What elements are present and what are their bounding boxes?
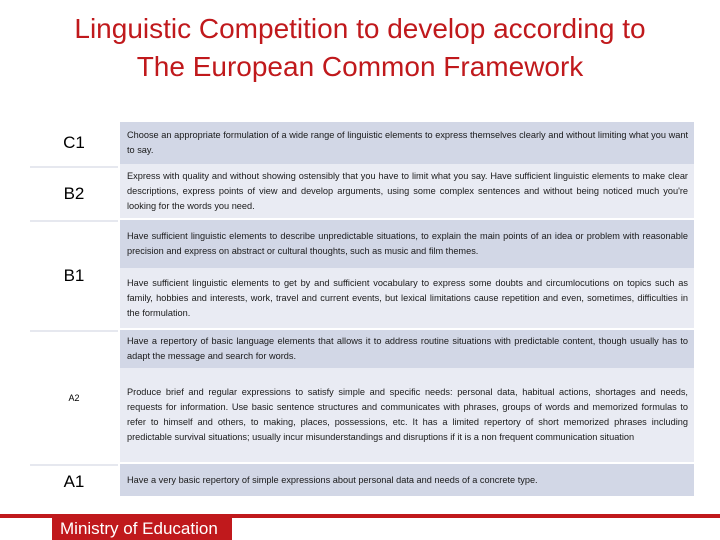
- description-text-a1: Have a very basic repertory of simple expressions about personal data and needs of a concrete type.: [127, 474, 538, 485]
- level-a2: A2: [30, 330, 118, 464]
- description-row-a1: [120, 464, 694, 496]
- description-row-b1-2: [120, 268, 694, 328]
- description-row-c1: [120, 122, 694, 164]
- description-row-a2-2: [120, 368, 694, 462]
- title-line-1: Linguistic Competition to develop according to: [74, 13, 646, 44]
- description-row-a2-1: [120, 330, 694, 368]
- description-row-b1-1: [120, 220, 694, 268]
- title-line-2: The European Common Framework: [136, 51, 584, 82]
- description-row-b2: [120, 164, 694, 218]
- description-text-a2-1: Have a repertory of basic language elements that allows it to address routine situations with predictable content, though usually has to adapt the message and search for words.: [127, 336, 688, 361]
- description-text-c1: Choose an appropriate formulation of a wide range of linguistic elements to express themselves clearly and without limiting what you want to say.: [127, 130, 688, 155]
- level-b1: B1: [30, 220, 118, 330]
- description-text-a2-2: Produce brief and regular expressions to satisfy simple and specific needs: personal data, habitual actions, shortages and needs, requests for information. Use basic sentence structures and communicates with phrases, groups of words and memorized formulas to refer to himself and others, to making, places, possessions, etc. It has a limited repertory of short memorized phrases including predictable survival situations; usually incur misunderstandings and disruptions if it is a non frequent communication situation: [127, 387, 688, 442]
- description-text-b1-2: Have sufficient linguistic elements to get by and sufficient vocabulary to express some doubts and circumlocutions on topics such as family, hobbies and interests, work, travel and current events, but lexical limitations cause repetition and even, sometimes, difficulties in the formulation.: [127, 277, 688, 318]
- footer-label: Ministry of Education: [52, 518, 232, 540]
- description-text-b1-1: Have sufficient linguistic elements to describe unpredictable situations, to explain the main points of an idea or problem with reasonable precision and express on abstract or cultural thoughts, such as music and film themes.: [127, 231, 688, 256]
- level-a1: A1: [30, 464, 118, 498]
- level-b2: B2: [30, 166, 118, 220]
- slide-title: [0, 10, 720, 86]
- level-c1: C1: [30, 122, 118, 164]
- description-text-b2: Express with quality and without showing ostensibly that you have to limit what you say. Have sufficient linguistic elements to make clear descriptions, express points of view and develop arguments, using some complex sentences and without being noticed much you're looking for the words you need.: [127, 170, 688, 211]
